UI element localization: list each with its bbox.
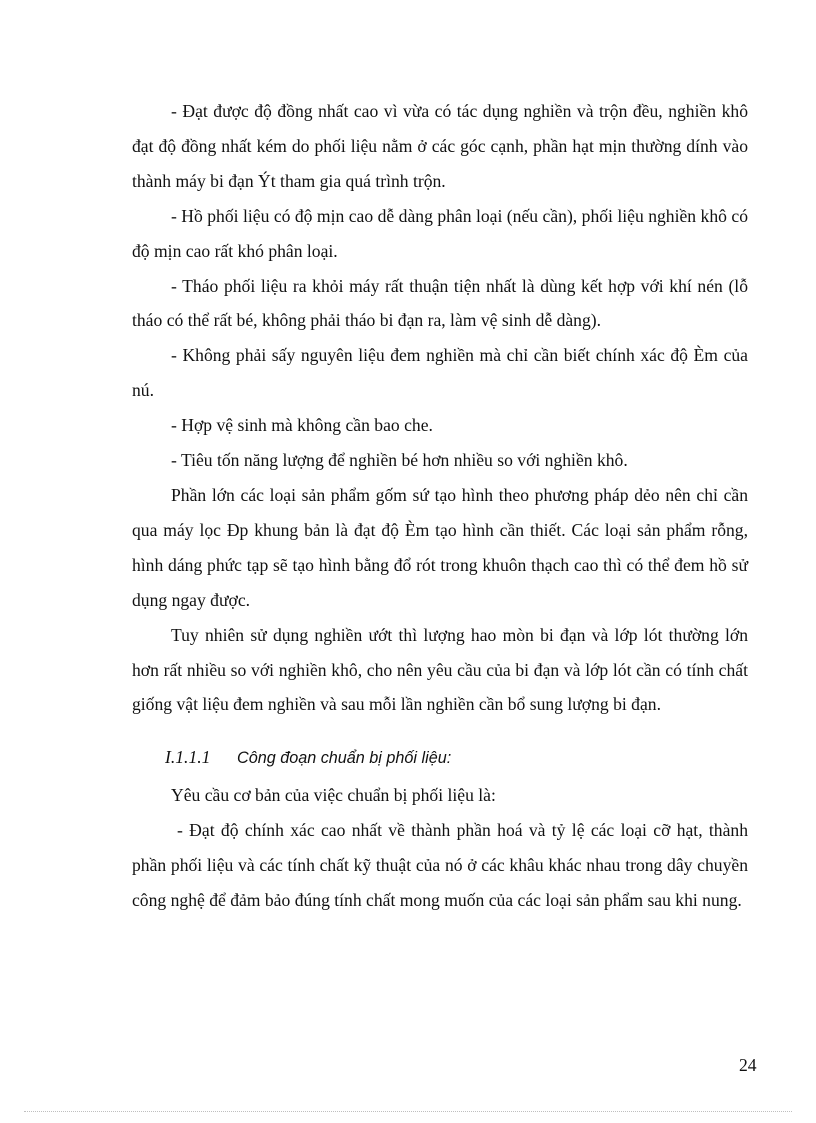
paragraph-wear: Tuy nhiên sử dụng nghiền ướt thì lượng hao mòn bi đạn và lớp lót thường lớn hơn rất nhiều so với nghiền khô, cho nên yêu cầu của bi đạn và lớp lót cần có tính chất giống vật liệu đem nghiền và sau mỗi lần nghiền cần bổ sung lượng bi đạn. (132, 624, 748, 715)
paragraph-requirements-accuracy: - Đạt độ chính xác cao nhất về thành phần hoá và tỷ lệ các loại cỡ hạt, thành phần phối liệu và các tính chất kỹ thuật của nó ở các khâu khác nhau trong dây chuyền công nghệ để đảm bảo đúng tính chất mong muốn của các loại sản phẩm sau khi nung. (132, 820, 748, 910)
section-heading (165, 740, 748, 776)
paragraph-hygiene: - Hợp vệ sinh mà không cần bao che. (171, 415, 433, 436)
paragraph-unloading: - Tháo phối liệu ra khỏi máy rất thuận tiện nhất là dùng kết hợp với khí nén (lỗ tháo có thể rất bé, không phải tháo bi đạn ra, làm vệ sinh dễ dàng). (132, 275, 748, 331)
paragraph-requirements-intro: Yêu cầu cơ bản của việc chuẩn bị phối liệu là: (171, 785, 496, 806)
paragraph-uniformity: - Đạt được độ đồng nhất cao vì vừa có tác dụng nghiền và trộn đều, nghiền khô đạt độ đồng nhất kém do phối liệu nằm ở các góc cạnh, phần hạt mịn thường dính vào thành máy bi đạn Ýt tham gia quá trình trộn. (132, 101, 748, 191)
paragraph-drying: - Không phải sấy nguyên liệu đem nghiền mà chỉ cần biết chính xác độ Èm của nú. (132, 345, 748, 401)
paragraph-fineness: - Hồ phối liệu có độ mịn cao dễ dàng phân loại (nếu cần), phối liệu nghiền khô có độ mịn cao rất khó phân loại. (132, 205, 748, 261)
page-bottom-divider (24, 1111, 792, 1112)
paragraph-products: Phần lớn các loại sản phẩm gốm sứ tạo hình theo phương pháp dẻo nên chỉ cần qua máy lọc Ðp khung bản là đạt độ Èm tạo hình cần thiết. Các loại sản phẩm rỗng, hình dáng phức tạp sẽ tạo hình bằng đổ rót trong khuôn thạch cao thì có thể đem hồ sử dụng ngay được. (132, 484, 748, 610)
page-body (132, 94, 748, 918)
section-number: I.1.1.1 (165, 747, 211, 768)
section-title: Công đoạn chuẩn bị phối liệu: (237, 749, 452, 768)
paragraph-energy: - Tiêu tốn năng lượng để nghiền bé hơn nhiều so với nghiền khô. (171, 450, 628, 471)
page-number: 24 (739, 1055, 757, 1075)
